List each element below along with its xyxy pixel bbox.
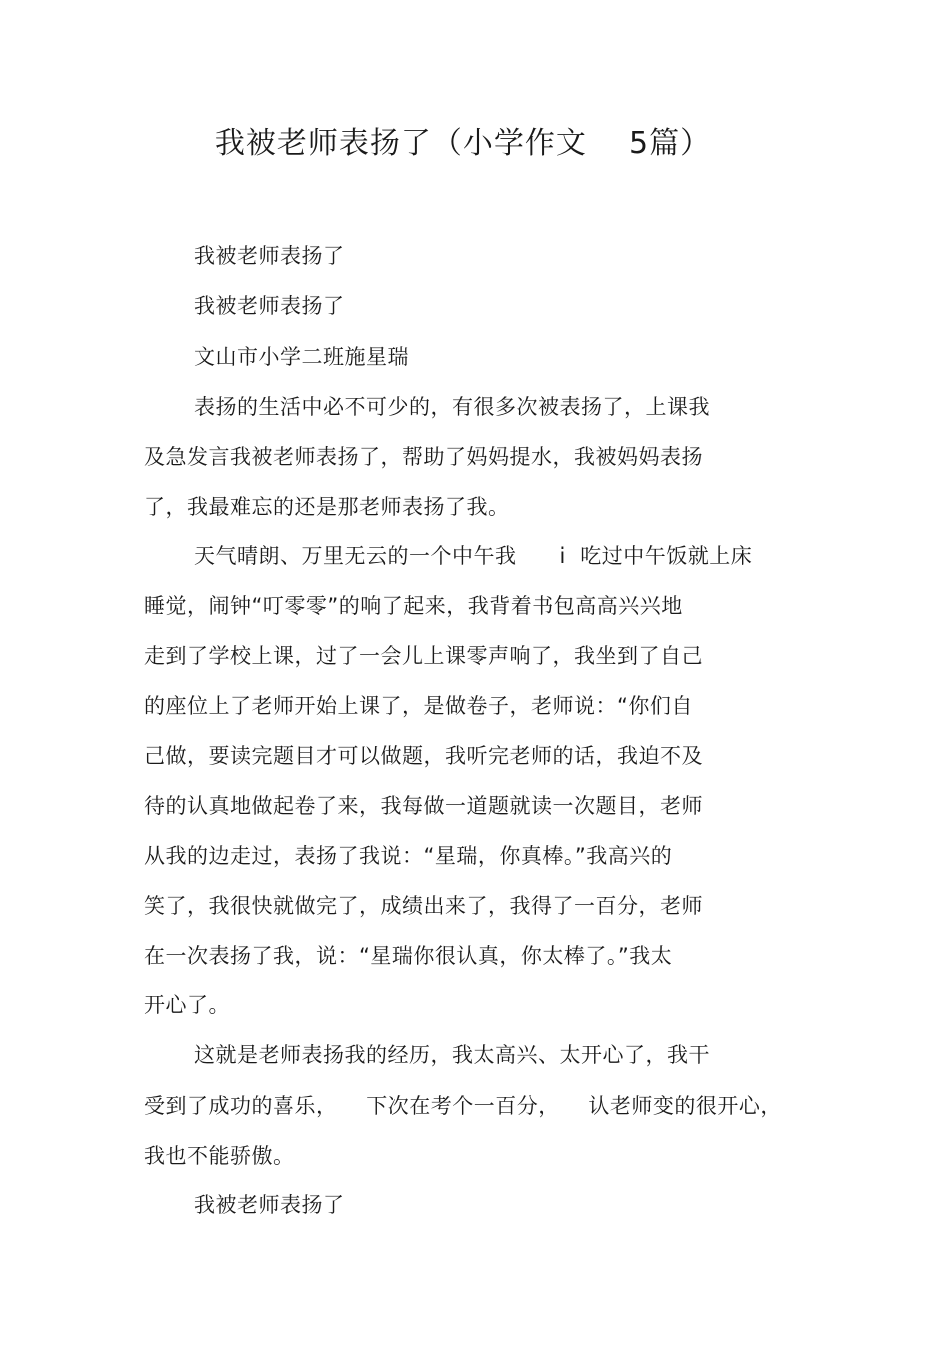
paragraph-line: 我被老师表扬了 [194,244,345,268]
paragraph-line: 天气晴朗、万里无云的一个中午我 i 吃过中午饭就上床 [194,544,753,568]
author-line: 文山市小学二班施星瑞 [194,345,409,369]
paragraph-line: 睡觉，闹钟“叮零零”的响了起来，我背着书包高高兴兴地 [144,594,683,618]
paragraph-line: 在一次表扬了我，说：“星瑞你很认真，你太棒了。”我太 [144,944,673,968]
paragraph-line: 从我的边走过，表扬了我说：“星瑞，你真棒。”我高兴的 [144,844,673,868]
paragraph-line: 待的认真地做起卷了来，我每做一道题就读一次题目，老师 [144,794,703,818]
paragraph-line: 笑了，我很快就做完了，成绩出来了，我得了一百分，老师 [144,894,703,918]
paragraph-line: 我被老师表扬了 [194,294,345,318]
page-title: 我被老师表扬了（小学作文 5篇） [214,126,712,161]
paragraph-line: 表扬的生活中必不可少的，有很多次被表扬了，上课我 [194,395,710,419]
paragraph-line: 我也不能骄傲。 [144,1144,295,1168]
paragraph-line: 己做，要读完题目才可以做题，我听完老师的话，我迫不及 [144,744,703,768]
paragraph-line: 受到了成功的喜乐， 下次在考个一百分， 认老师变的很开心， [144,1094,782,1118]
paragraph-line: 了，我最难忘的还是那老师表扬了我。 [144,495,510,519]
paragraph-line: 我被老师表扬了 [194,1193,345,1217]
paragraph-line: 走到了学校上课，过了一会儿上课零声响了，我坐到了自己 [144,644,703,668]
paragraph-line: 开心了。 [144,993,230,1017]
paragraph-line: 的座位上了老师开始上课了，是做卷子，老师说：“你们自 [144,694,693,718]
paragraph-line: 及急发言我被老师表扬了，帮助了妈妈提水，我被妈妈表扬 [144,445,703,469]
paragraph-line: 这就是老师表扬我的经历，我太高兴、太开心了，我干 [194,1043,710,1067]
